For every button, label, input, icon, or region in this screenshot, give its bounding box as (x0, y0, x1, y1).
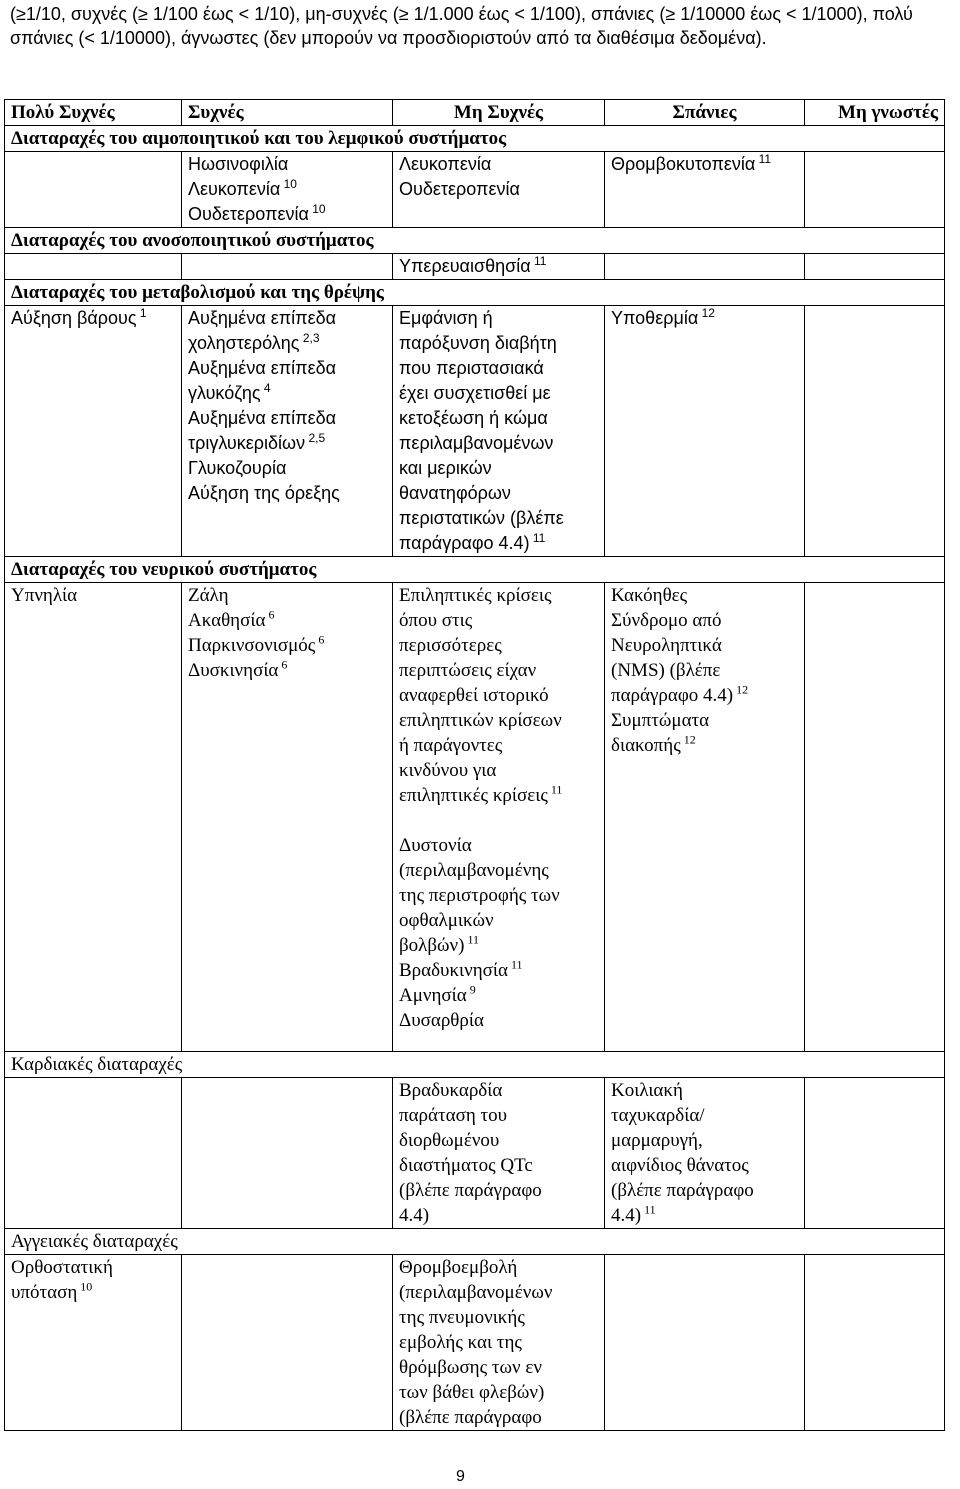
term-text: Αυξημένα επίπεδα (188, 308, 337, 328)
term-text: των βάθει φλεβών) (399, 1382, 545, 1403)
term-text: και μερικών (399, 458, 492, 478)
page-number: 9 (456, 1468, 465, 1485)
cell-line (399, 456, 598, 481)
term-text: διορθωμένου (399, 1130, 500, 1151)
cell-line (399, 1380, 598, 1405)
reference-superscript: 2,3 (299, 331, 320, 345)
term-text: θρόμβωσης των εν (399, 1357, 542, 1378)
cell-line (188, 608, 386, 633)
header-rare: Σπάνιες (605, 100, 805, 126)
blood-uncommon (393, 152, 605, 228)
cell-line (611, 683, 798, 708)
nervous-very-common (5, 583, 182, 1052)
nervous-unknown (805, 583, 945, 1052)
cell-line (399, 1355, 598, 1380)
cell-line (399, 431, 598, 456)
cell-line (611, 583, 798, 608)
term-text: Ακαθησία (188, 610, 266, 631)
cell-line (399, 1128, 598, 1153)
nervous-rare (605, 583, 805, 1052)
cell-line (611, 1178, 798, 1203)
section-title-cardiac: Καρδιακές διαταραχές (5, 1052, 945, 1078)
cell-line (188, 633, 386, 658)
cell-line (399, 783, 598, 808)
term-text: Δυστονία (399, 835, 472, 856)
term-text: Ουδετεροπενία (188, 204, 309, 224)
blood-common (182, 152, 393, 228)
term-text: εμβολής και της (399, 1332, 522, 1353)
immune-uncommon (393, 254, 605, 280)
reference-superscript: 11 (547, 782, 563, 797)
term-text: Κοιλιακή (611, 1080, 683, 1101)
term-text: περιστατικών (βλέπε (399, 508, 564, 528)
cell-line (399, 808, 598, 833)
term-text: Θρομβοεμβολή (399, 1257, 518, 1278)
term-text: παρόξυνση διαβήτη (399, 333, 557, 353)
cell-line (188, 456, 386, 481)
term-text: Επιληπτικές κρίσεις (399, 585, 552, 606)
blood-unknown (805, 152, 945, 228)
vascular-uncommon (393, 1255, 605, 1431)
cell-line (399, 356, 598, 381)
term-text: της πνευμονικής (399, 1307, 525, 1328)
cell-line (188, 431, 386, 456)
immune-unknown (805, 254, 945, 280)
cell-line (399, 1153, 598, 1178)
term-text: που περιστασιακά (399, 358, 544, 378)
cell-line (611, 1128, 798, 1153)
term-text: ταχυκαρδία/ (611, 1105, 705, 1126)
cell-line (399, 583, 598, 608)
cell-line (611, 152, 798, 177)
section-title-metabolism: Διαταραχές του μεταβολισμού και της θρέψης (5, 280, 945, 306)
term-text: Ζάλη (188, 585, 229, 606)
term-text: Αμνησία (399, 985, 467, 1006)
cell-line (399, 908, 598, 933)
nervous-common (182, 583, 393, 1052)
term-text: χοληστερόλης (188, 333, 300, 353)
reference-superscript: 12 (698, 306, 715, 320)
cell-line (188, 202, 386, 227)
term-text: παράγραφο 4.4) (399, 533, 530, 553)
reference-superscript: 4 (260, 381, 271, 395)
term-text: κινδύνου για (399, 760, 497, 781)
reference-superscript: 6 (278, 657, 288, 672)
term-text: (βλέπε παράγραφο (399, 1180, 542, 1201)
term-text: 4.4) (399, 1205, 430, 1226)
metabolism-very-common (5, 306, 182, 557)
cell-line (399, 1103, 598, 1128)
cell-line (188, 481, 386, 506)
term-text: υπόταση (11, 1282, 78, 1303)
term-text: τριγλυκεριδίων (188, 433, 306, 453)
term-text: Εμφάνιση ή (399, 308, 493, 328)
cell-line (188, 331, 386, 356)
cell-line (399, 633, 598, 658)
intro-text: (≥1/10, συχνές (≥ 1/100 έως < 1/10), μη-συχνές (≥ 1/1.000 έως < 1/100), σπάνιες (≥ 1/10000 έως < 1/1000), πολύ σπάνιες (< 1/10000), άγνωστες (δεν μπορούν να προσδιοριστούν από τα διαθέσιμα δεδομένα). (10, 4, 913, 48)
header-unknown: Μη γνωστές (805, 100, 945, 126)
term-text: Ουδετεροπενία (399, 179, 520, 199)
cell-line (188, 381, 386, 406)
reference-superscript: 12 (680, 732, 696, 747)
cell-line (399, 858, 598, 883)
term-text: Σύνδρομο από (611, 610, 722, 631)
section-title-nervous: Διαταραχές του νευρικού συστήματος (5, 557, 945, 583)
cell-line (399, 708, 598, 733)
cell-line (399, 608, 598, 633)
cell-line (399, 1078, 598, 1103)
term-text: Δυσαρθρία (399, 1010, 484, 1031)
cell-line (611, 633, 798, 658)
cardiac-rare (605, 1078, 805, 1229)
cell-line (399, 833, 598, 858)
cell-line (399, 1178, 598, 1203)
term-text: περισσότερες (399, 635, 502, 656)
cell-line (399, 381, 598, 406)
cardiac-unknown (805, 1078, 945, 1229)
adverse-reactions-table (4, 99, 945, 1431)
cell-line (399, 481, 598, 506)
section-title-blood: Διαταραχές του αιμοποιητικού και του λεμφικού συστήματος (5, 126, 945, 152)
term-text: Αύξηση της όρεξης (188, 483, 340, 503)
cell-line (399, 1280, 598, 1305)
reference-superscript: 2,5 (305, 431, 326, 445)
term-text: Υπερευαισθησία (399, 256, 531, 276)
section-title-vascular: Αγγειακές διαταραχές (5, 1229, 945, 1255)
cardiac-very-common (5, 1078, 182, 1229)
reference-superscript: 10 (308, 202, 326, 216)
term-text: Λευκοπενία (188, 179, 281, 199)
nervous-uncommon (393, 583, 605, 1052)
cell-line (399, 1203, 598, 1228)
term-text: Γλυκοζουρία (188, 458, 287, 478)
blood-very-common (5, 152, 182, 228)
cell-line (399, 506, 598, 531)
term-text: γλυκόζης (188, 383, 261, 403)
cell-line (11, 583, 175, 608)
term-text: αναφερθεί ιστορικό (399, 685, 549, 706)
cell-line (11, 1255, 175, 1280)
metabolism-uncommon (393, 306, 605, 557)
header-row (5, 100, 945, 126)
reference-superscript: 11 (755, 152, 772, 166)
term-text: βολβών) (399, 935, 465, 956)
immune-common (182, 254, 393, 280)
term-text: Λευκοπενία (399, 154, 492, 174)
term-text: Ηωσινοφιλία (188, 154, 289, 174)
term-text: οφθαλμικών (399, 910, 494, 931)
term-text: (περιλαμβανομένων (399, 1282, 553, 1303)
term-text: Παρκινσονισμός (188, 635, 316, 656)
cell-line (399, 306, 598, 331)
term-text: (NMS) (βλέπε (611, 660, 721, 681)
cardiac-uncommon (393, 1078, 605, 1229)
header-very-common: Πολύ Συχνές (5, 100, 182, 126)
cell-line (11, 306, 175, 331)
cell-line (399, 1405, 598, 1430)
term-text: Υπνηλία (11, 585, 78, 606)
metabolism-unknown (805, 306, 945, 557)
term-text: ή παράγοντες (399, 735, 503, 756)
cell-line (399, 983, 598, 1008)
term-text: Υποθερμία (611, 308, 699, 328)
term-text: 4.4) (611, 1205, 642, 1226)
term-text: θανατηφόρων (399, 483, 511, 503)
header-common: Συχνές (182, 100, 393, 126)
cell-line (399, 883, 598, 908)
cell-line (399, 658, 598, 683)
term-text: διακοπής (611, 735, 681, 756)
cell-line (188, 658, 386, 683)
vascular-very-common (5, 1255, 182, 1431)
term-text: Ορθοστατική (11, 1257, 113, 1278)
term-text: Βραδυκινησία (399, 960, 508, 981)
term-text: κετοξέωση ή κώμα (399, 408, 548, 428)
vascular-unknown (805, 1255, 945, 1431)
term-text: περιλαμβανομένων (399, 433, 554, 453)
term-text: Συμπτώματα (611, 710, 710, 731)
term-text: επιληπτικών κρίσεων (399, 710, 562, 731)
cardiac-common (182, 1078, 393, 1229)
blood-rare (605, 152, 805, 228)
cell-line (399, 406, 598, 431)
reference-superscript: 11 (530, 254, 547, 268)
cell-line (611, 658, 798, 683)
term-text: της περιστροφής των (399, 885, 560, 906)
term-text: παράγραφο 4.4) (611, 685, 734, 706)
cell-line (399, 1305, 598, 1330)
cell-line (399, 254, 598, 279)
vascular-rare (605, 1255, 805, 1431)
term-text: Αυξημένα επίπεδα (188, 358, 337, 378)
cell-line (399, 933, 598, 958)
term-text: επιληπτικές κρίσεις (399, 785, 548, 806)
cell-line (188, 306, 386, 331)
reference-superscript: 11 (529, 531, 546, 545)
immune-rare (605, 254, 805, 280)
cell-line (188, 583, 386, 608)
metabolism-rare (605, 306, 805, 557)
cell-line (188, 406, 386, 431)
cell-line (399, 531, 598, 556)
cell-line (399, 958, 598, 983)
term-text: αιφνίδιος θάνατος (611, 1155, 749, 1176)
cell-line (188, 152, 386, 177)
term-text: Αύξηση βάρους (11, 308, 137, 328)
term-text: Αυξημένα επίπεδα (188, 408, 337, 428)
term-text: όπου στις (399, 610, 473, 631)
term-text: περιπτώσεις είχαν (399, 660, 537, 681)
term-text: έχει συσχετισθεί με (399, 383, 551, 403)
term-text: (βλέπε παράγραφο (399, 1407, 542, 1428)
immune-very-common (5, 254, 182, 280)
cell-line (399, 1330, 598, 1355)
cell-line (399, 733, 598, 758)
cell-line (611, 1078, 798, 1103)
cell-line (188, 356, 386, 381)
reference-superscript: 11 (641, 1202, 656, 1217)
cell-line (399, 758, 598, 783)
term-text: διαστήματος QTc (399, 1155, 533, 1176)
reference-superscript: 11 (464, 932, 480, 947)
cell-line (188, 177, 386, 202)
term-text: Κακόηθες (611, 585, 688, 606)
cell-line (611, 708, 798, 733)
term-text: Δυσκινησία (188, 660, 279, 681)
reference-superscript: 10 (77, 1279, 93, 1294)
cell-line (611, 1153, 798, 1178)
cell-line (399, 331, 598, 356)
reference-superscript: 6 (315, 632, 325, 647)
reference-superscript: 9 (466, 982, 476, 997)
term-text: μαρμαρυγή, (611, 1130, 703, 1151)
cell-line (399, 1008, 598, 1033)
section-title-immune: Διαταραχές του ανοσοποιητικού συστήματος (5, 228, 945, 254)
cell-line (611, 306, 798, 331)
cell-line (399, 683, 598, 708)
term-text: Νευροληπτικά (611, 635, 722, 656)
reference-superscript: 12 (733, 682, 749, 697)
cell-line (611, 1103, 798, 1128)
cell-line (611, 608, 798, 633)
term-text: (περιλαμβανομένης (399, 860, 549, 881)
cell-line (611, 1203, 798, 1228)
cell-line (611, 733, 798, 758)
term-text: (βλέπε παράγραφο (611, 1180, 754, 1201)
cell-line (399, 1255, 598, 1280)
term-text: παράταση του (399, 1105, 508, 1126)
term-text: Βραδυκαρδία (399, 1080, 503, 1101)
metabolism-common (182, 306, 393, 557)
reference-superscript: 1 (136, 306, 147, 320)
term-text: Θρομβοκυτοπενία (611, 154, 756, 174)
cell-line (399, 152, 598, 177)
reference-superscript: 10 (280, 177, 297, 191)
reference-superscript: 11 (508, 957, 523, 972)
cell-line (11, 1280, 175, 1305)
header-uncommon: Μη Συχνές (393, 100, 605, 126)
reference-superscript: 6 (265, 607, 275, 622)
vascular-common (182, 1255, 393, 1431)
cell-line (399, 177, 598, 202)
